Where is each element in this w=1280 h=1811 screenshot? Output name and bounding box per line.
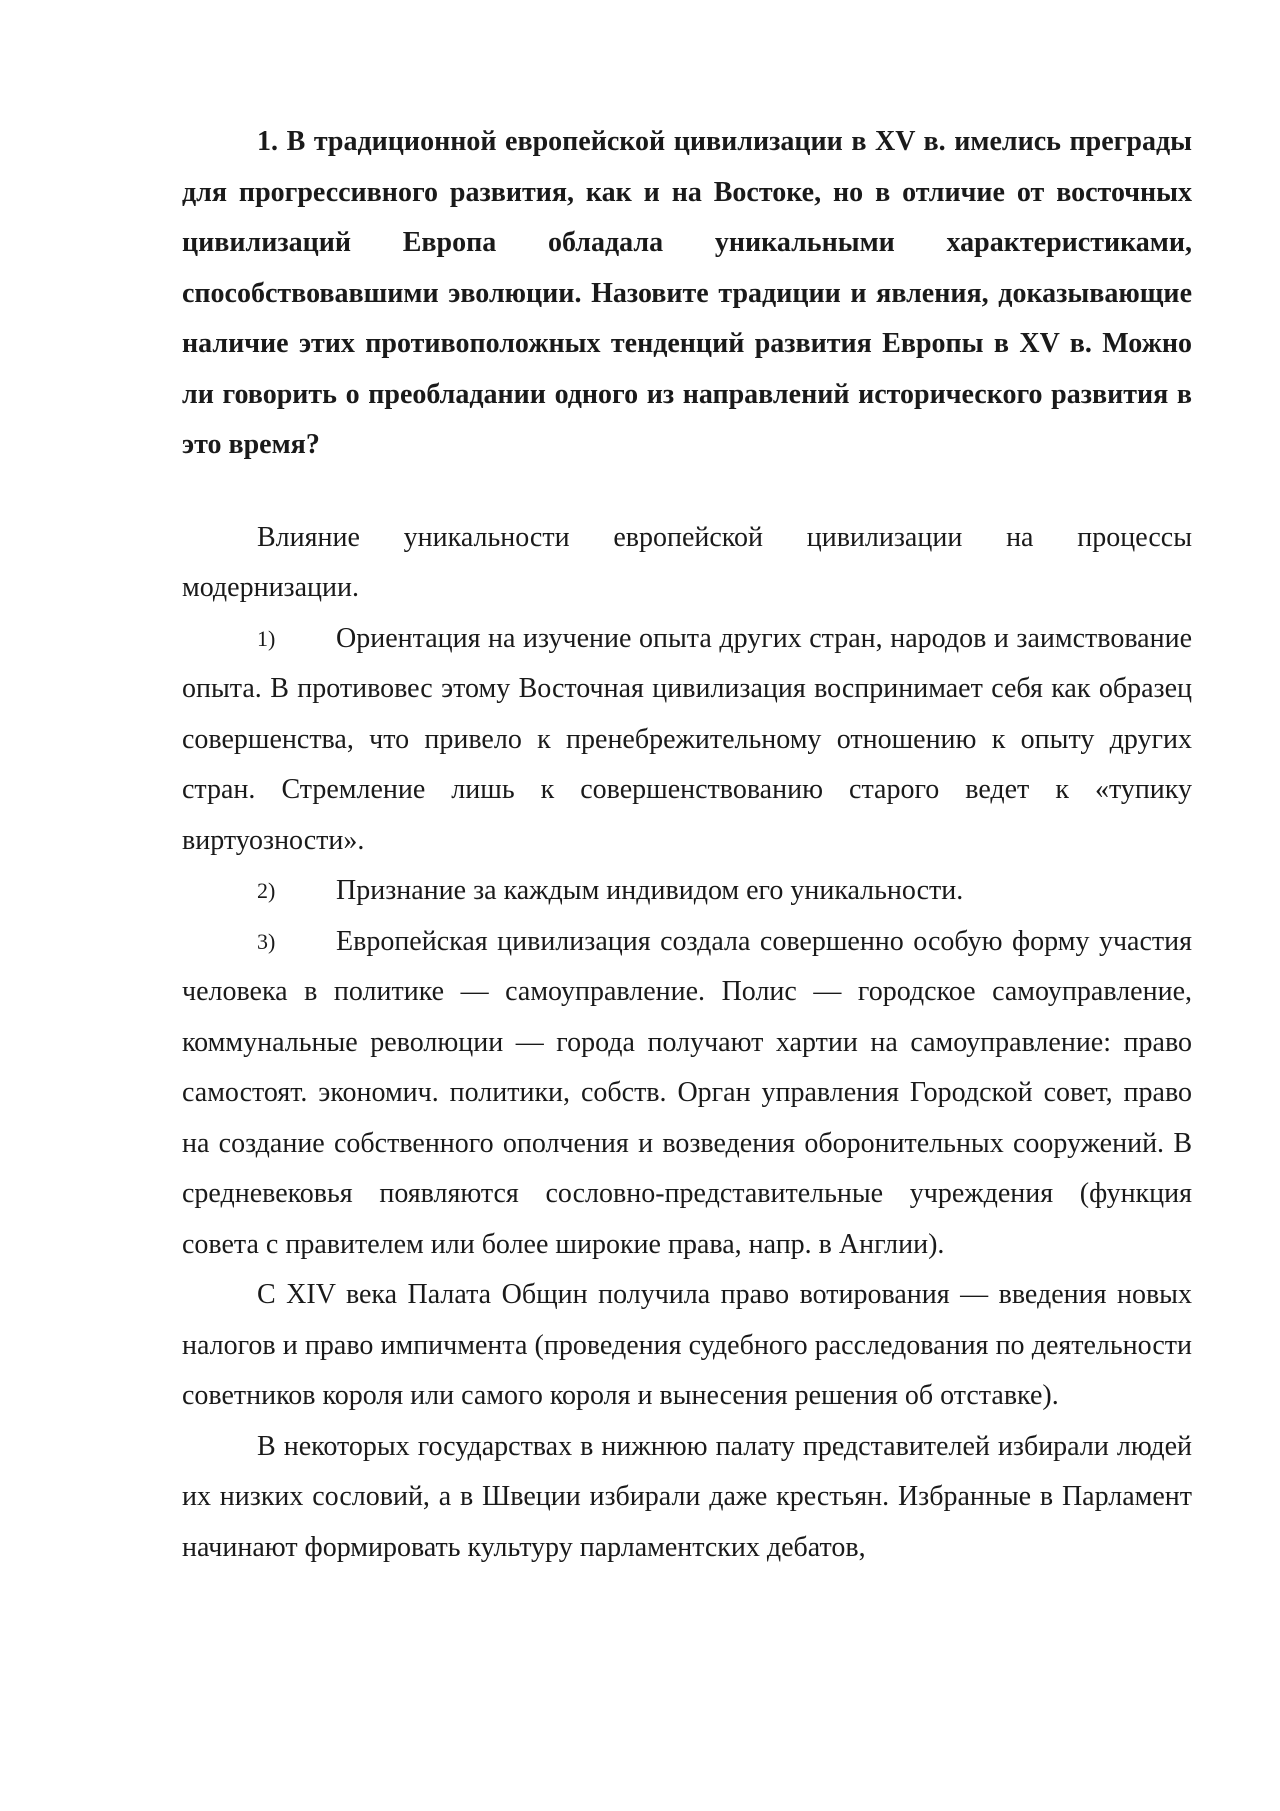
list-item-2 [182, 866, 1192, 917]
list-item-3 [182, 917, 1192, 1271]
list-item-text: Признание за каждым индивидом его уникальности. [336, 875, 964, 906]
list-item-text: Ориентация на изучение опыта других стран, народов и заимствование опыта. В противовес этому Восточная цивилизация воспринимает себя как образец совершенства, что привело к пренебрежительному отношению к опыту других стран. Стремление лишь к совершенствованию старого ведет к «тупику виртуозности». [182, 622, 1192, 856]
list-item-1 [182, 614, 1192, 867]
question-heading: 1. В традиционной европейской цивилизации в XV в. имелись преграды для прогрессивного развития, как и на Востоке, но в отличие от восточных цивилизаций Европа обладала уникальными характеристиками, способствовавшими эволюции. Назовите традиции и явления, доказывающие наличие этих противоположных тенденций развития Европы в XV в. Можно ли говорить о преобладании одного из направлений исторического развития в это время? [182, 126, 1192, 460]
list-number: 1) [257, 625, 276, 651]
list-number: 3) [257, 928, 276, 954]
intro-paragraph: Влияние уникальности европейской цивилизации на процессы модернизации. [182, 521, 1192, 603]
list-item-text: Европейская цивилизация создала совершенно особую форму участия человека в политике — самоуправление. Полис — городское самоуправление, коммунальные революции — города получают хартии на самоуправление: право самостоят. экономич. политики, собств. Орган управления Городской совет, право на создание собственного ополчения и возведения оборонительных сооружений. В средневековья появляются сословно-представительные учреждения (функция совета с правителем или более широкие права, напр. в Англии). [182, 925, 1192, 1260]
paragraph-lower-house: В некоторых государствах в нижнюю палату представителей избирали людей их низких сословий, а в Швеции избирали даже крестьян. Избранные в Парламент начинают формировать культуру парламентских дебатов, [182, 1430, 1192, 1563]
document-body [182, 117, 1192, 1573]
paragraph-commons: С XIV века Палата Общин получила право вотирования — введения новых налогов и право импичмента (проведения судебного расследования по деятельности советников короля или самого короля и вынесения решения об отставке). [182, 1279, 1192, 1411]
list-number: 2) [257, 878, 276, 903]
